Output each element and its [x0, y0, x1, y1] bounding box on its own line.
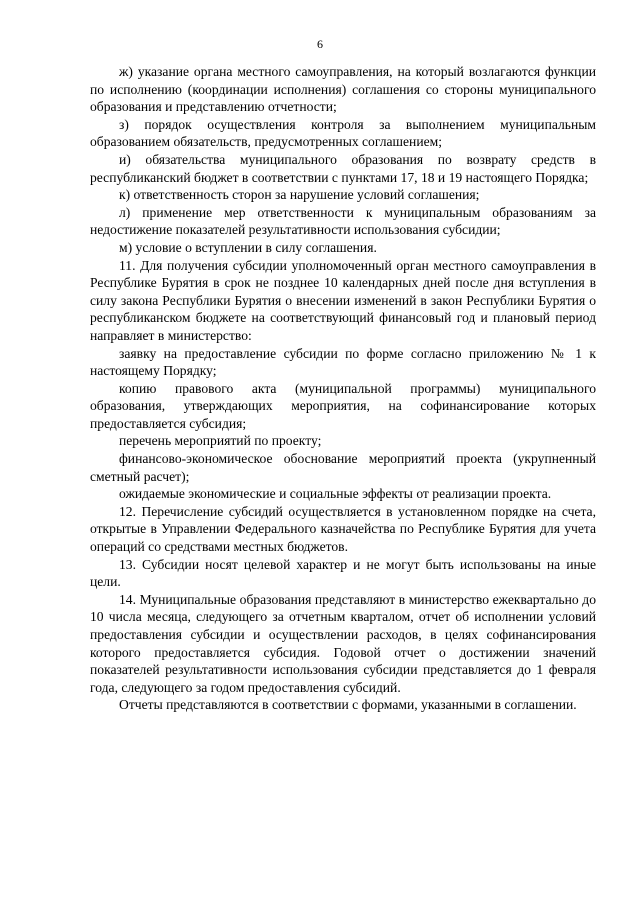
paragraph-legal-act-copy: копию правового акта (муниципальной программы) муниципального образования, утверждающих мероприятия, на софинансирование которых предоставляется субсидия;: [90, 380, 596, 431]
paragraph-z: з) порядок осуществления контроля за выполнением муниципальным образованием обязательств, предусмотренных соглашением;: [90, 116, 596, 150]
document-body: [90, 63, 596, 714]
paragraph-m: м) условие о вступлении в силу соглашения.: [119, 239, 377, 255]
paragraph-zh: ж) указание органа местного самоуправления, на который возлагаются функции по исполнению (координации исполнения) соглашения со стороны муниципального образования и представлению отчетности;: [90, 64, 596, 115]
paragraph-l: л) применение мер ответственности к муниципальным образованиям за недостижение показателей результативности использования субсидии;: [90, 204, 596, 238]
paragraph-12: 12. Перечисление субсидий осуществляется в установленном порядке на счета, открытые в Управлении Федерального казначейства по Республике Бурятия для учета операций со средствами местных бюджетов.: [90, 503, 596, 555]
paragraph-feasibility: финансово-экономическое обоснование мероприятий проекта (укрупненный сметный расчет);: [90, 451, 596, 484]
paragraph-13: 13. Субсидии носят целевой характер и не могут быть использованы на иные цели.: [90, 556, 596, 590]
paragraph-k: к) ответственность сторон за нарушение условий соглашения;: [119, 187, 480, 203]
page-number: 6: [317, 37, 323, 51]
paragraph-measures-list: перечень мероприятий по проекту;: [119, 433, 322, 449]
paragraph-expected-effects: ожидаемые экономические и социальные эффекты от реализации проекта.: [119, 486, 552, 502]
paragraph-11: 11. Для получения субсидии уполномоченный орган местного самоуправления в Республике Бурятия в срок не позднее 10 календарных дней после дня вступления в силу закона Республики Бурятия о внесении изменений в закон Республики Бурятия о республиканском бюджете на соответствующий финансовый год и плановый период направляет в министерство:: [90, 257, 596, 343]
paragraph-reports: Отчеты представляются в соответствии с формами, указанными в соглашении.: [119, 697, 577, 713]
paragraph-14: 14. Муниципальные образования представляют в министерство ежеквартально до 10 числа месяца, следующего за отчетным кварталом, отчет об исполнении условий предоставления субсидии и осуществлении расходов, в целях софинансирования которого предоставляется субсидия. Годовой отчет о достижении значений показателей результативности использования субсидии представляется до 1 февраля года, следующего за годом предоставления субсидий.: [90, 591, 596, 695]
paragraph-i: и) обязательства муниципального образования по возврату средств в республиканский бюджет в соответствии с пунктами 17, 18 и 19 настоящего Порядка;: [90, 151, 596, 185]
paragraph-application: заявку на предоставление субсидии по форме согласно приложению № 1 к настоящему Порядку;: [90, 345, 596, 379]
